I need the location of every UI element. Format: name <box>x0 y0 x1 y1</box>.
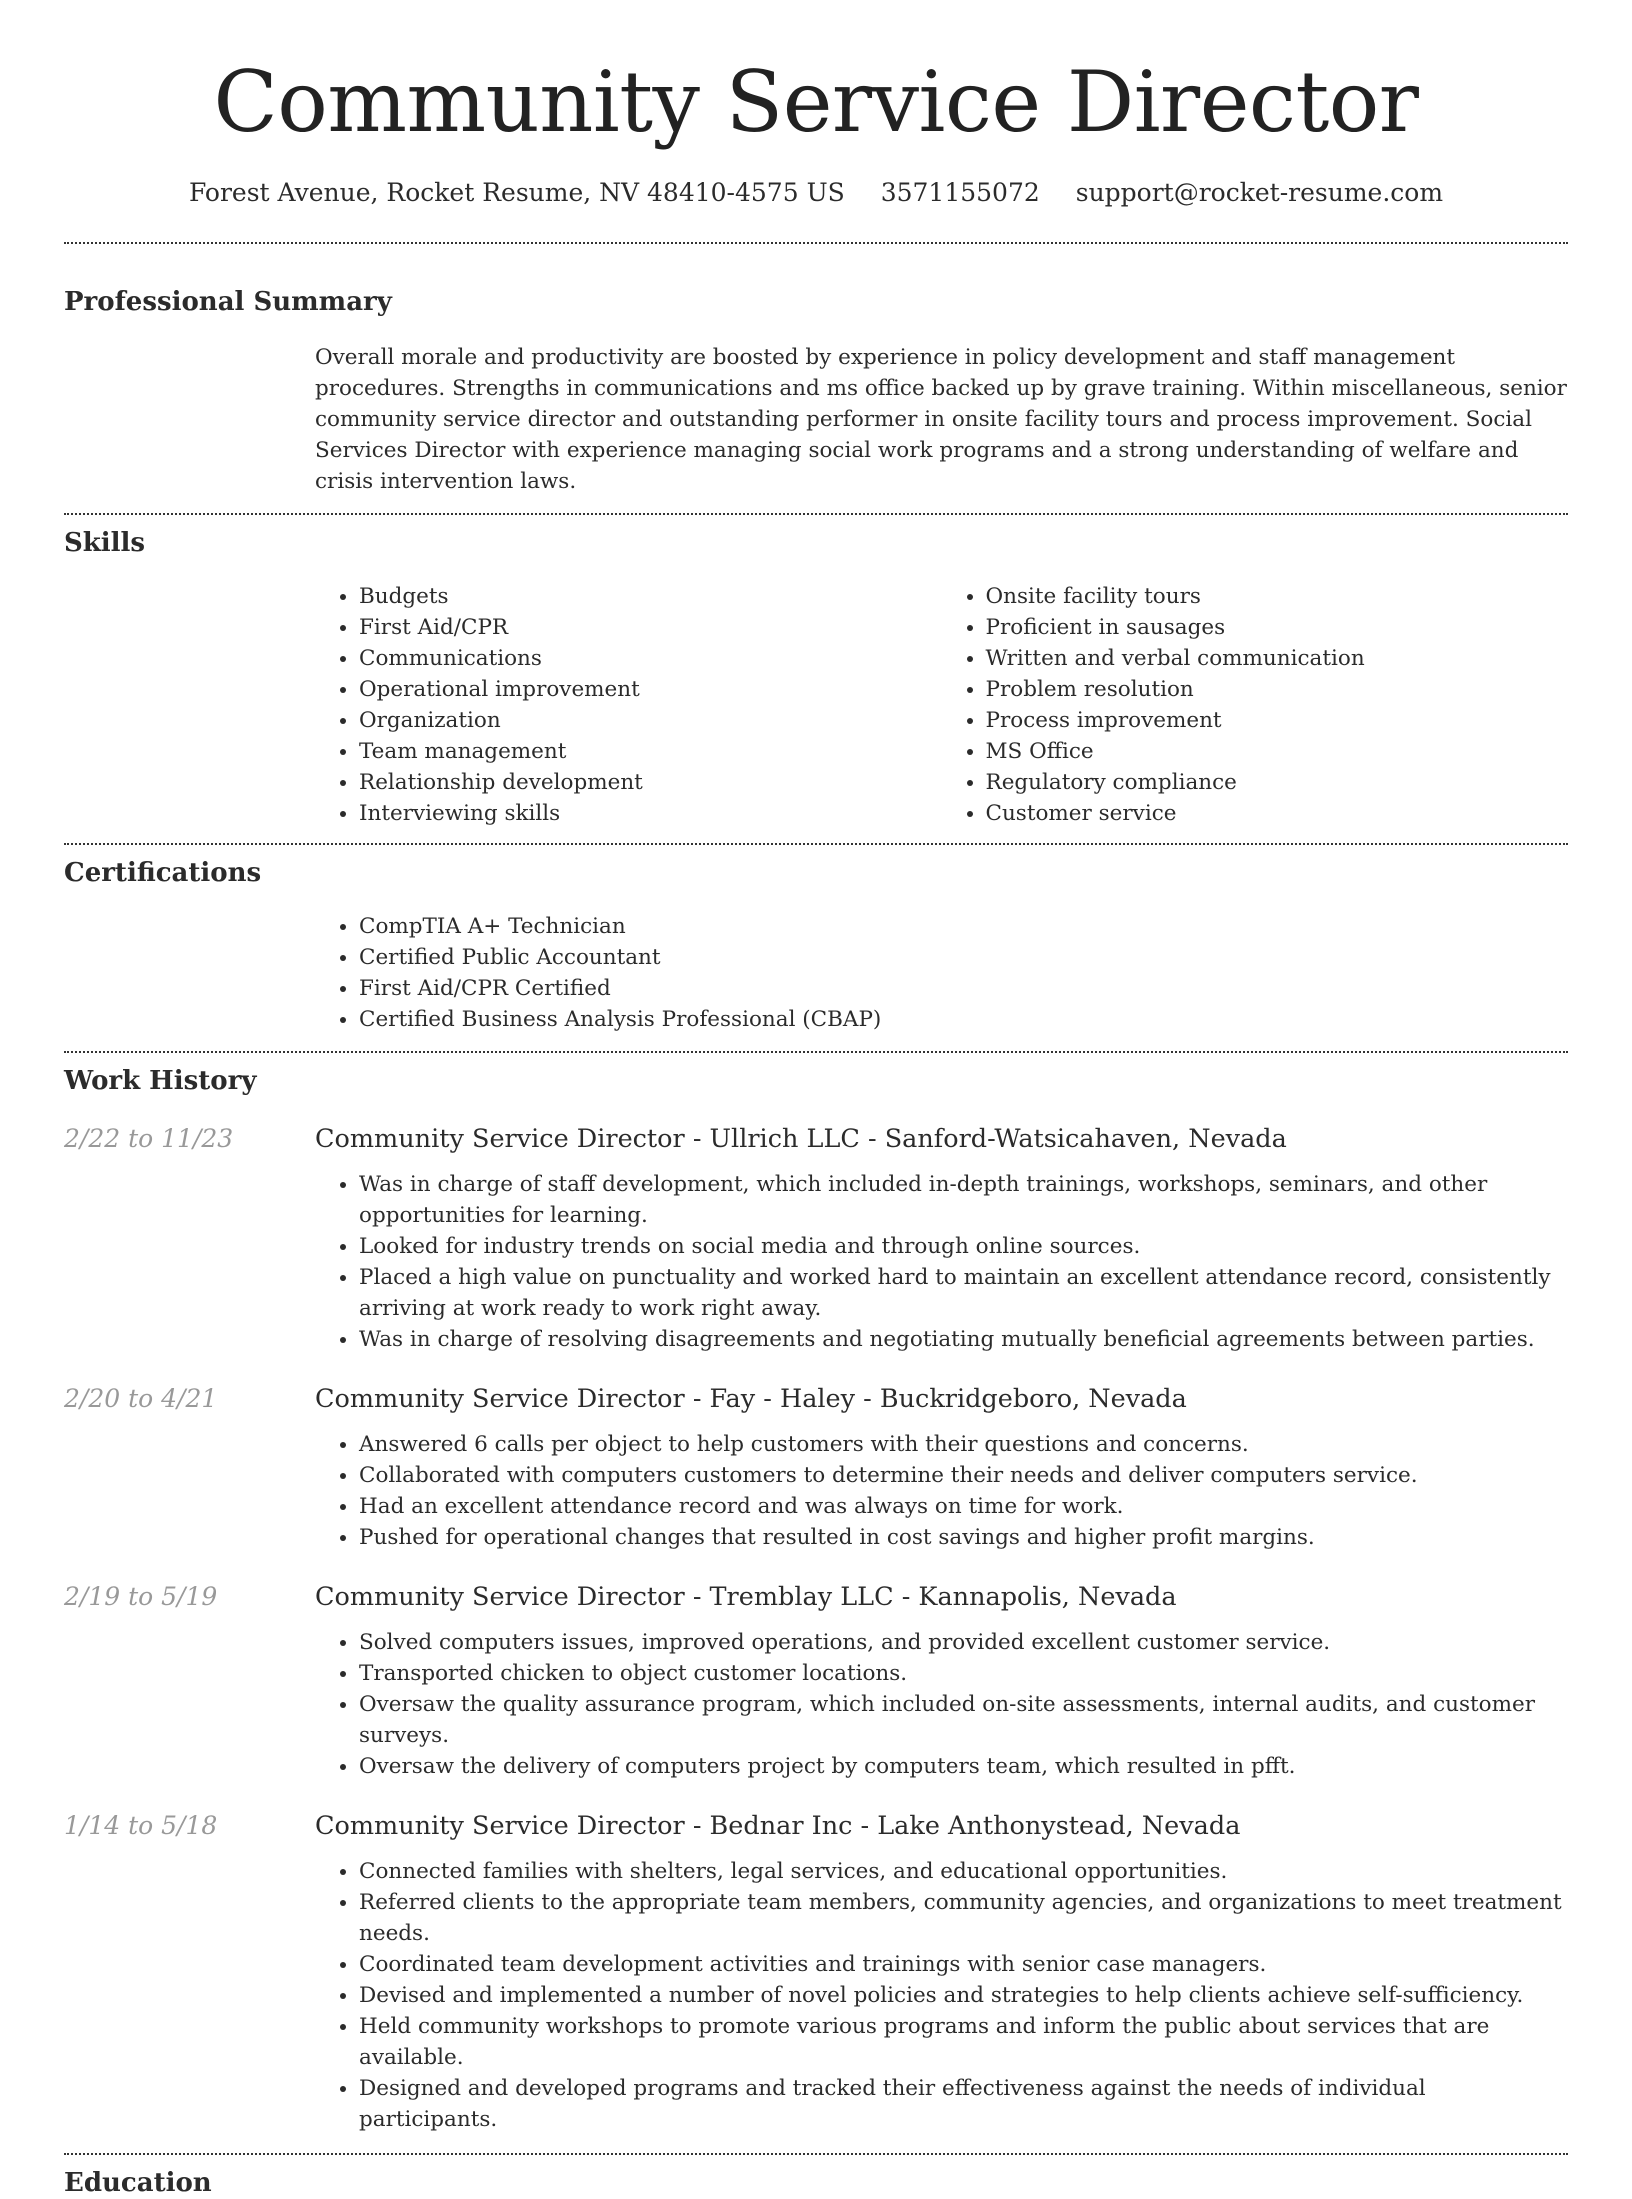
skill-item: • Communications <box>359 643 942 674</box>
job-bullets <box>315 1856 1568 2135</box>
job-details <box>315 1381 1568 1579</box>
skill-item: • Budgets <box>359 581 942 612</box>
job-bullets <box>315 1429 1568 1553</box>
job-bullet: • Pushed for operational changes that resulted in cost savings and higher profit margins. <box>359 1522 1568 1553</box>
section-title-work-history: Work History <box>64 1066 257 1096</box>
job-entry <box>64 1808 1568 2161</box>
section-title-skills: Skills <box>64 528 146 558</box>
job-heading: Community Service Director - Tremblay LLC - Kannapolis, Nevada <box>315 1582 1177 1612</box>
section-divider <box>64 242 1568 244</box>
certification-item: • Certified Business Analysis Professional (CBAP) <box>359 1004 1568 1035</box>
skill-item: • Interviewing skills <box>359 798 942 829</box>
job-bullet: • Looked for industry trends on social media and through online sources. <box>359 1231 1568 1262</box>
contact-line <box>0 178 1632 208</box>
section-title-summary: Professional Summary <box>64 287 392 317</box>
job-bullet: • Designed and developed programs and tracked their effectiveness against the needs of individual participants. <box>359 2073 1568 2135</box>
job-dates: 2/22 to 11/23 <box>64 1124 234 1153</box>
certifications-list <box>315 911 1568 1035</box>
section-title-certifications: Certifications <box>64 858 262 888</box>
job-dates: 2/19 to 5/19 <box>64 1582 218 1611</box>
job-bullet: • Placed a high value on punctuality and worked hard to maintain an excellent attendance record, consistently arriving at work ready to work right away. <box>359 1262 1568 1324</box>
skill-item: • Written and verbal communication <box>986 643 1569 674</box>
certification-item: • First Aid/CPR Certified <box>359 973 1568 1004</box>
job-heading: Community Service Director - Ullrich LLC - Sanford-Watsicahaven, Nevada <box>315 1124 1287 1154</box>
certification-item: • Certified Public Accountant <box>359 942 1568 973</box>
section-title-education: Education <box>64 2168 212 2198</box>
skills-list-left <box>315 581 942 829</box>
summary-section <box>0 286 1632 497</box>
job-details <box>315 1808 1568 2161</box>
job-bullet: • Was in charge of staff development, which included in-depth trainings, workshops, seminars, and other opportunities for learning. <box>359 1169 1568 1231</box>
job-details <box>315 1121 1568 1381</box>
certifications-section <box>0 857 1632 1035</box>
job-bullets <box>315 1627 1568 1782</box>
job-bullet: • Oversaw the delivery of computers project by computers team, which resulted in pfft. <box>359 1751 1568 1782</box>
skills-section <box>0 527 1632 829</box>
job-bullet: • Collaborated with computers customers to determine their needs and deliver computers service. <box>359 1460 1568 1491</box>
skill-item: • Relationship development <box>359 767 942 798</box>
work-history-section <box>0 1065 1632 2161</box>
contact-phone: 3571155072 <box>880 178 1040 207</box>
job-dates: 1/14 to 5/18 <box>64 1811 218 1840</box>
job-bullet: • Connected families with shelters, legal services, and educational opportunities. <box>359 1856 1568 1887</box>
skill-item: • Process improvement <box>986 705 1569 736</box>
skill-item: • Organization <box>359 705 942 736</box>
job-bullet: • Held community workshops to promote various programs and inform the public about services that are available. <box>359 2011 1568 2073</box>
certifications-list-wrap <box>315 911 1568 1035</box>
skills-list-right <box>942 581 1569 829</box>
section-divider <box>64 1051 1568 1053</box>
job-entry <box>64 1579 1568 1808</box>
certification-item: • CompTIA A+ Technician <box>359 911 1568 942</box>
skill-item: • Proficient in sausages <box>986 612 1569 643</box>
jobs-list <box>64 1121 1568 2161</box>
skill-item: • Operational improvement <box>359 674 942 705</box>
skill-item: • Problem resolution <box>986 674 1569 705</box>
job-bullet: • Transported chicken to object customer locations. <box>359 1658 1568 1689</box>
section-divider <box>64 513 1568 515</box>
skill-item: • Onsite facility tours <box>986 581 1569 612</box>
job-bullet: • Had an excellent attendance record and was always on time for work. <box>359 1491 1568 1522</box>
skills-grid <box>315 581 1568 829</box>
candidate-name: Community Service Director <box>213 53 1419 151</box>
job-heading: Community Service Director - Bednar Inc - Lake Anthonystead, Nevada <box>315 1811 1241 1841</box>
job-details <box>315 1579 1568 1808</box>
contact-address: Forest Avenue, Rocket Resume, NV 48410-4575 US <box>188 178 845 207</box>
job-entry <box>64 1121 1568 1381</box>
summary-text: Overall morale and productivity are boosted by experience in policy development and staff management procedures. Strengths in communications and ms office backed up by grave training. Within miscellaneous, senior community service director and outstanding performer in onsite facility tours and process improvement. Social Services Director with experience managing social work programs and a strong understanding of welfare and crisis intervention laws. <box>315 345 1567 494</box>
job-bullet: • Solved computers issues, improved operations, and provided excellent customer service. <box>359 1627 1568 1658</box>
job-bullets <box>315 1169 1568 1355</box>
skill-item: • MS Office <box>986 736 1569 767</box>
section-divider <box>64 843 1568 845</box>
job-bullet: • Referred clients to the appropriate team members, community agencies, and organizations to meet treatment needs. <box>359 1887 1568 1949</box>
job-bullet: • Answered 6 calls per object to help customers with their questions and concerns. <box>359 1429 1568 1460</box>
education-section <box>0 2167 1632 2199</box>
job-bullet: • Oversaw the quality assurance program, which included on-site assessments, internal audits, and customer surveys. <box>359 1689 1568 1751</box>
job-dates: 2/20 to 4/21 <box>64 1384 218 1413</box>
skill-item: • First Aid/CPR <box>359 612 942 643</box>
skill-item: • Team management <box>359 736 942 767</box>
job-entry <box>64 1381 1568 1579</box>
skill-item: • Regulatory compliance <box>986 767 1569 798</box>
job-heading: Community Service Director - Fay - Haley - Buckridgeboro, Nevada <box>315 1384 1187 1414</box>
skill-item: • Customer service <box>986 798 1569 829</box>
contact-email: support@rocket-resume.com <box>1075 178 1444 207</box>
job-bullet: • Was in charge of resolving disagreements and negotiating mutually beneficial agreements between parties. <box>359 1324 1568 1355</box>
job-bullet: • Devised and implemented a number of novel policies and strategies to help clients achieve self-sufficiency. <box>359 1980 1568 2011</box>
job-bullet: • Coordinated team development activities and trainings with senior case managers. <box>359 1949 1568 1980</box>
